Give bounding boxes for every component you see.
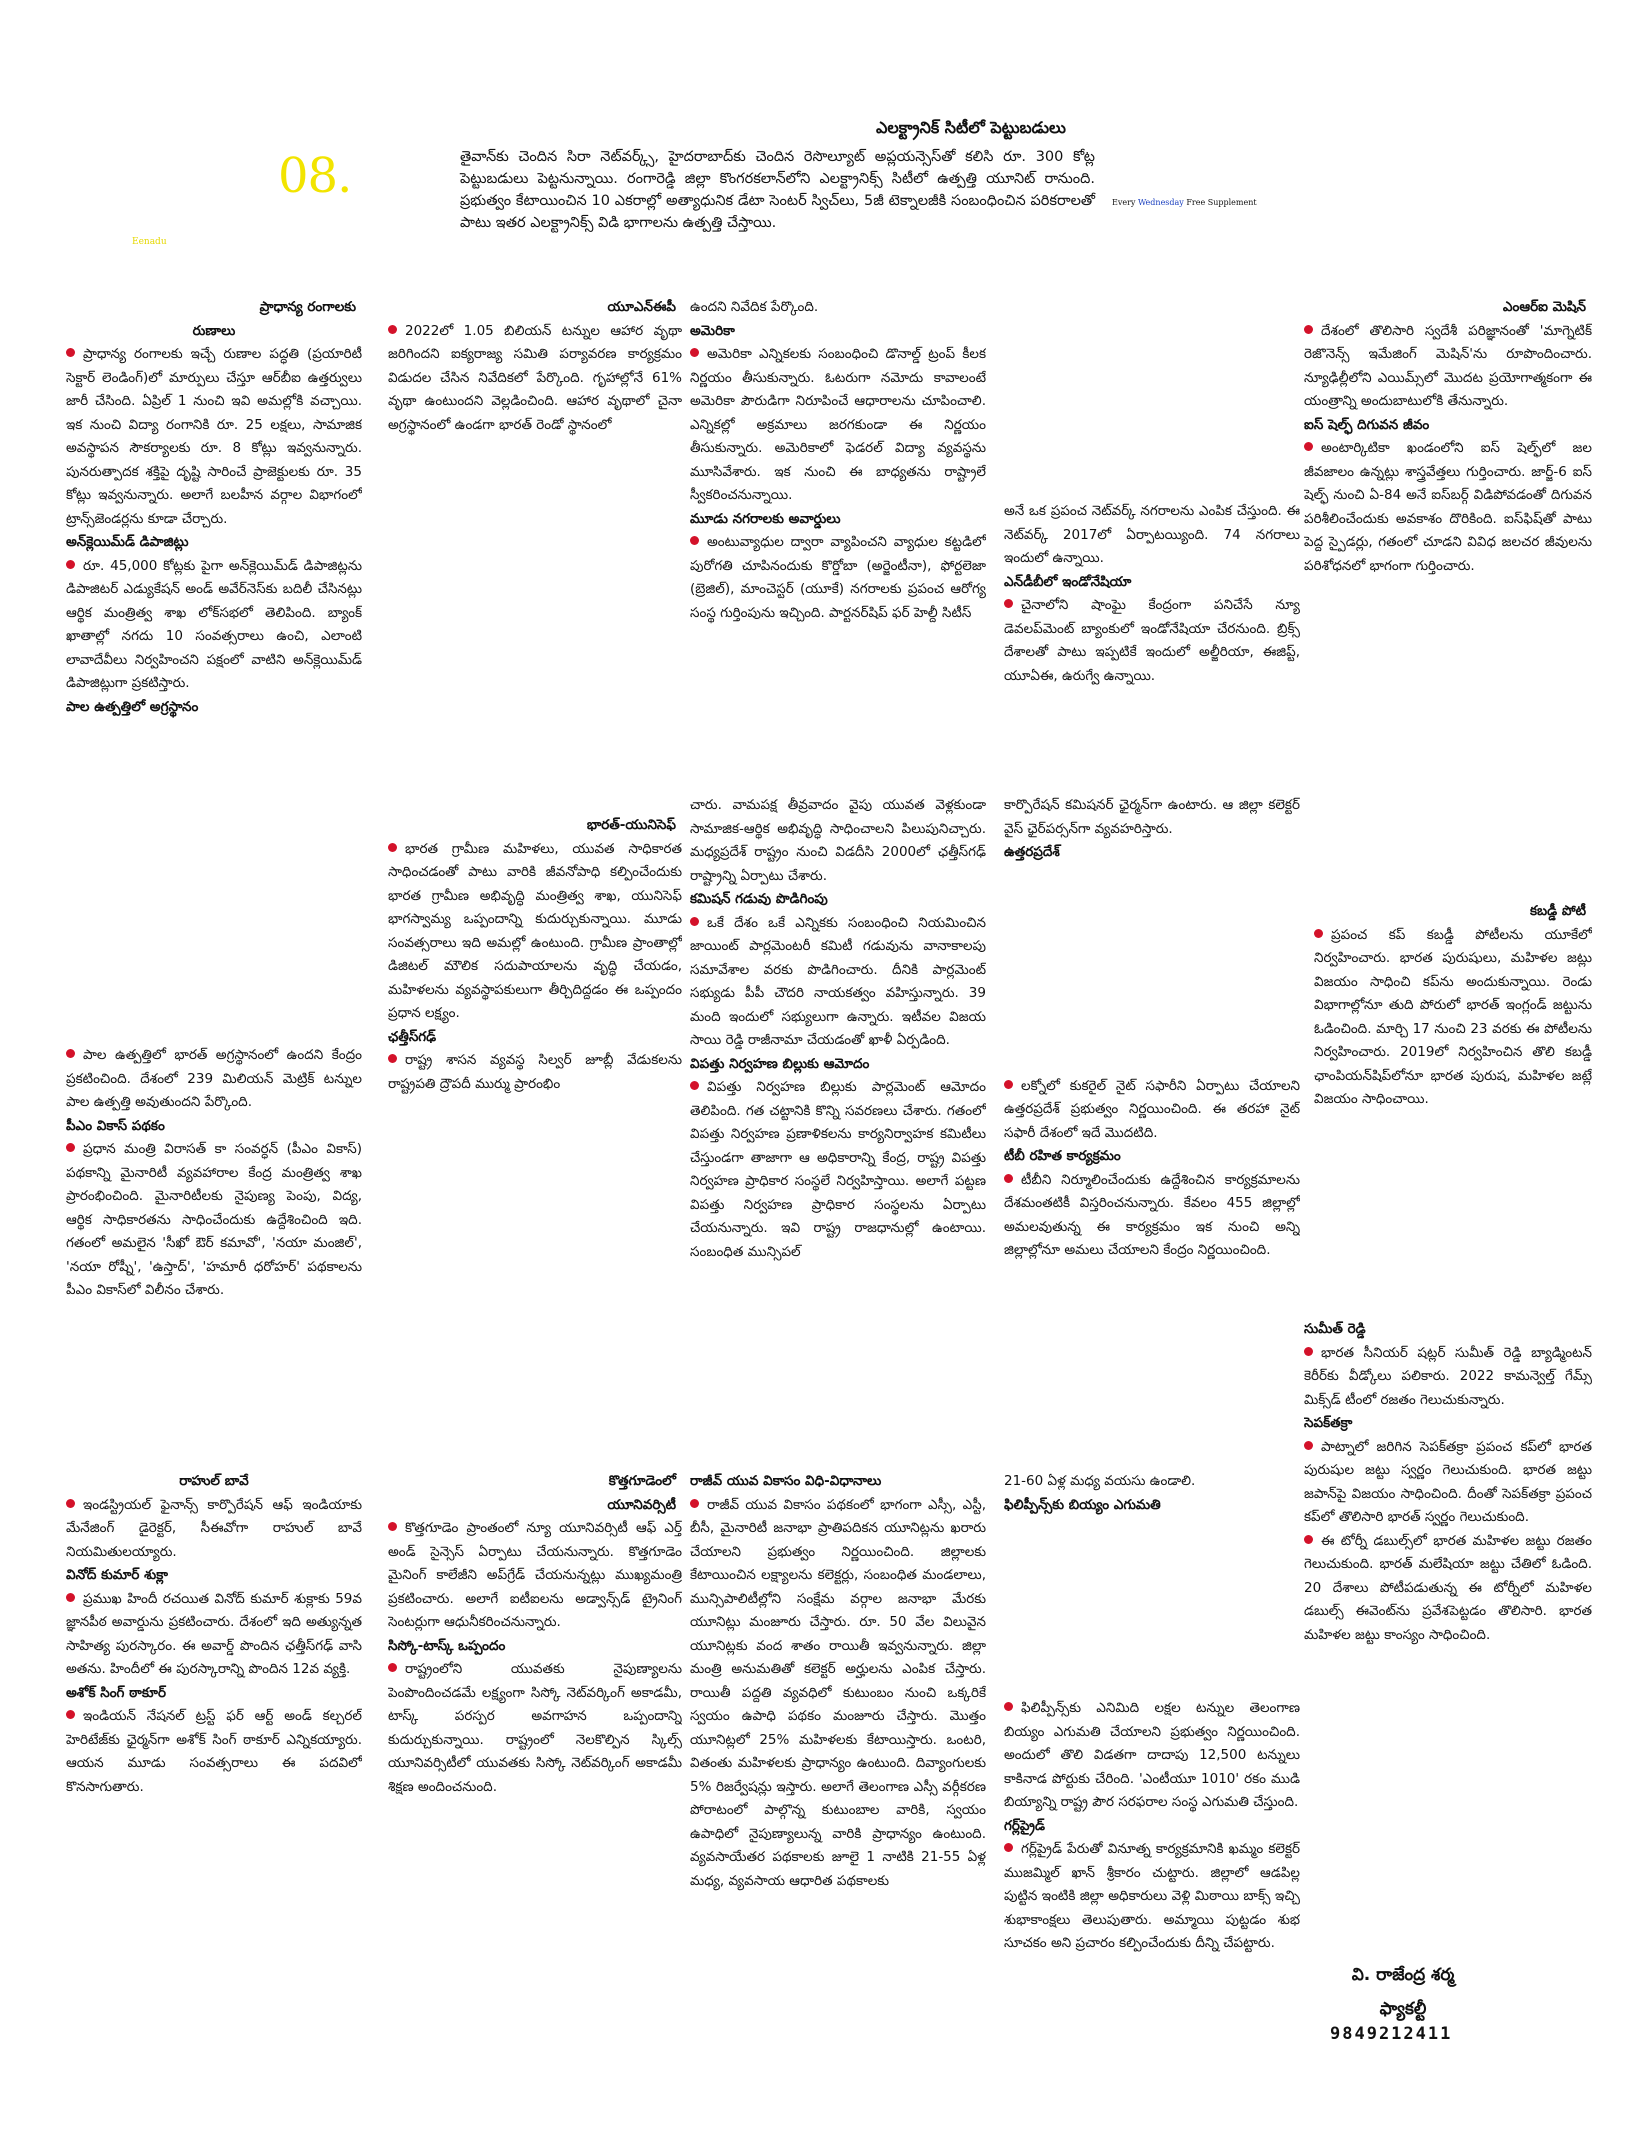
bullet-icon — [388, 1054, 397, 1063]
col2-mid — [388, 814, 682, 1214]
heading: కొత్తగూడెంలో — [608, 1473, 676, 1489]
bullet-icon — [1304, 325, 1313, 334]
article-body: కొత్తగూడెం ప్రాంతంలో న్యూ యూనివర్సిటీ ఆఫ్ ఎర్త్ అండ్ సైన్సెస్ ఏర్పాటు చేయనున్నారు. కొత్తగూడెం మైనింగ్ కాలేజీని అప్‌గ్రేడ్ చేయనున్నట్లు ముఖ్యమంత్రి ప్రకటించారు. అలాగే ఐటీఐలను అడ్వాన్స్‌డ్ ట్రైనింగ్ సెంటర్లుగా ఆధునీకరించనున్నారు. — [388, 1520, 682, 1630]
heading: రాజీవ్ యువ వికాసం విధి-విధానాలు — [690, 1473, 882, 1489]
supplement-pre: Every — [1112, 198, 1138, 207]
article-body: ఒకే దేశం ఒకే ఎన్నికకు సంబంధించి నియమించిన జాయింట్ పార్లమెంటరీ కమిటీ గడువును వానాకాలపు సమావేశాల వరకు పొడిగించారు. దీనికి పార్లమెంట్ సభ్యుడు పీపీ చౌదరి నాయకత్వం వహిస్తున్నారు. 39 మంది ఇందులో సభ్యులుగా ఉన్నారు. ఇటీవల విజయ సాయి రెడ్డి రాజీనామా చేయడంతో ఖాళీ ఏర్పడింది. — [690, 914, 986, 1048]
author-role: ఫ్యాకల్టీ — [1379, 1999, 1427, 2019]
article-body: 21-60 ఏళ్ల మధ్య వయసు ఉండాలి. — [1004, 1473, 1196, 1489]
heading: కమిషన్ గడువు పొడిగింపు — [690, 891, 828, 907]
heading: యూనివర్సిటీ — [607, 1496, 676, 1513]
heading: మూడు నగరాలకు అవార్డులు — [690, 510, 841, 527]
bullet-icon — [66, 1710, 75, 1719]
article-body: చైనాలోని షాంఘై కేంద్రంగా పనిచేసే న్యూ డెవలప్‌మెంట్ బ్యాంకులో ఇండోనేషియా చేరనుంది. బ్రిక్స్ దేశాలతో పాటు ఇప్పటికే ఇందులో అల్జీరియా, ఈజిప్ట్, యూఏఈ, ఉరుగ్వే ఉన్నాయి. — [1004, 597, 1300, 684]
col2-top — [388, 296, 682, 516]
article-body: అంటువ్యాధుల ద్వారా వ్యాపించని వ్యాధుల కట్టడిలో పురోగతి చూపినందుకు కొర్డోబా (అర్జెంటీనా), ఫోర్టలెజా (బ్రెజిల్), మాంచెస్టర్ (యూకే) నగరాలకు ప్రపంచ ఆరోగ్య సంస్థ గుర్తింపును ఇచ్చింది. పార్టనర్‌షిప్ ఫర్ హెల్దీ సిటీస్ — [690, 534, 986, 621]
bullet-icon — [690, 1081, 699, 1090]
col4-mid — [1004, 794, 1300, 1414]
bullet-icon — [388, 1663, 397, 1672]
lead-title: ఎలక్ట్రానిక్ సిటీలో పెట్టుబడులు — [876, 118, 1066, 137]
col3-mid — [690, 794, 986, 1444]
article-body: విపత్తు నిర్వహణ బిల్లుకు పార్లమెంట్ ఆమోదం తెలిపింది. గత చట్టానికి కొన్ని సవరణలు చేశారు. గతంలో విపత్తు నిర్వహణ ప్రణాళికలను కార్యనిర్వాహక కమిటీలు చేస్తుండగా తాజాగా ఆ అధికారాన్ని కేంద్ర, రాష్ట్ర విపత్తు నిర్వహణ ప్రాధికార సంస్థలే నిర్వహిస్తాయి. అలాగే పట్టణ విపత్తు నిర్వహణ ప్రాధికార సంస్థలను ఏర్పాటు చేయనున్నారు. ఇవి రాష్ట్ర రాజధానుల్లో ఉంటాయి. సంబంధిత మున్సిపల్ — [690, 1079, 986, 1260]
bullet-icon — [66, 1593, 75, 1602]
bullet-icon — [66, 1049, 75, 1058]
heading: టీబీ రహిత కార్యక్రమం — [1004, 1148, 1121, 1164]
heading: రుణాలు — [192, 322, 236, 339]
bullet-icon — [1004, 1702, 1013, 1711]
author-name: వి. రాజేంద్ర శర్మ — [1351, 1965, 1455, 1985]
bullet-icon — [388, 843, 397, 852]
article-body: ప్రపంచ కప్ కబడ్డీ పోటీలను యూకేలో నిర్వహించారు. భారత పురుషులు, మహిళల జట్లు విజయం సాధించి కప్‌ను అందుకున్నాయి. రెండు విభాగాల్లోనూ తుది పోరులో భారత్ ఇంగ్లండ్ జట్టును ఓడించింది. మార్చి 17 నుంచి 23 వరకు ఈ పోటీలను నిర్వహించారు. 2019లో నిర్వహించిన తొలి కబడ్డీ ఛాంపియన్‌షిప్‌లోనూ భారత పురుష, మహిళల జట్లే విజయం సాధించాయి. — [1314, 926, 1592, 1107]
heading: విపత్తు నిర్వహణ బిల్లుకు ఆమోదం — [690, 1055, 870, 1072]
heading: ఎన్‌డీబీలో ఇండోనేషియా — [1004, 573, 1132, 590]
article-body: అంటార్కిటికా ఖండంలోని ఐస్ షెల్ఫ్‌లో జల జీవజాలం ఉన్నట్లు శాస్త్రవేత్తలు గుర్తించారు. జార్జ్-6 ఐస్ షెల్ఫ్ నుంచి ఏ-84 అనే ఐస్‌బర్గ్ విడిపోవడంతో దిగువన పరిశీలించేందుకు అవకాశం దొరికింది. ఐస్‌ఫిష్‌తో పాటు పెద్ద స్పైడర్లు, గతంలో చూడని వివిధ జలచర జీవులను పరిశోధనలో భాగంగా గుర్తించారు. — [1304, 440, 1592, 574]
supplement-day: Wednesday — [1137, 198, 1184, 207]
bullet-icon — [66, 1499, 75, 1508]
article-body: రూ. 45,000 కోట్లకు పైగా అన్‌క్లెయిమ్‌డ్ డిపాజిట్లను డిపాజిటర్ ఎడ్యుకేషన్ అండ్ అవేర్‌నెస్‌కు బదిలీ చేసినట్లు ఆర్థిక మంత్రిత్వ శాఖ లోక్‌సభలో తెలిపింది. బ్యాంక్ ఖాతాల్లో నగదు 10 సంవత్సరాలు ఉంచి, ఎలాంటి లావాదేవీలు నిర్వహించని పక్షంలో వాటిని అన్‌క్లెయిమ్‌డ్ డిపాజిట్లుగా ప్రకటిస్తారు. — [66, 557, 362, 691]
article-body: ఉందని నివేదిక పేర్కొంది. — [690, 299, 819, 315]
article-body: భారత గ్రామీణ మహిళలు, యువత సాధికారత సాధించడంతో పాటు వారికి జీవనోపాధి కల్పించేందుకు భారత గ్రామీణ అభివృద్ధి మంత్రిత్వ శాఖ, యునిసెఫ్ భాగస్వామ్య ఒప్పందాన్ని కుదుర్చుకున్నాయి. మూడు సంవత్సరాలు ఇది అమల్లో ఉంటుంది. గ్రామీణ ప్రాంతాల్లో డిజిటల్ మౌలిక సదుపాయాలను వృద్ధి చేయడం, మహిళలను వ్యవస్థాపకులుగా తీర్చిదిద్దడం ఈ ఒప్పందం ప్రధాన లక్ష్యం. — [388, 840, 682, 1021]
article-body: ప్రముఖ హిందీ రచయిత వినోద్ కుమార్ శుక్లాకు 59వ జ్ఞానపీఠ అవార్డును ప్రకటించారు. దేశంలో ఇది అత్యున్నత సాహిత్య పురస్కారం. ఈ అవార్డ్ పొందిన ఛత్తీస్‌గఢ్ వాసి అతను. హిందీలో ఈ పురస్కారాన్ని పొందిన 12వ వ్యక్తి. — [66, 1590, 362, 1677]
bullet-icon — [1004, 1174, 1013, 1183]
bullet-icon — [1004, 599, 1013, 608]
col3-bot — [690, 1470, 986, 2054]
bullet-icon — [1304, 1347, 1313, 1356]
article-body: లక్నోలో కుకరైల్ నైట్ సఫారీని ఏర్పాటు చేయాలని ఉత్తరప్రదేశ్ ప్రభుత్వం నిర్ణయించింది. ఈ తరహా నైట్ సఫారీ దేశంలో ఇదే మొదటిది. — [1004, 1077, 1300, 1141]
heading: సుమీత్ రెడ్డి — [1304, 1321, 1366, 1337]
heading: గర్ల్‌ప్రైడ్ — [1004, 1817, 1045, 1834]
article-body: టీబీని నిర్మూలించేందుకు ఉద్దేశించిన కార్యక్రమాలను దేశమంతటికీ విస్తరించనున్నారు. కేవలం 455 జిల్లాల్లో అమలవుతున్న ఈ కార్యక్రమం ఇక నుంచి అన్ని జిల్లాల్లోనూ అమలు చేయాలని కేంద్రం నిర్ణయించింది. — [1004, 1171, 1300, 1258]
heading: అశోక్ సింగ్ ఠాకూర్ — [66, 1684, 166, 1701]
col2-bot — [388, 1470, 682, 1950]
col1-mid — [66, 1044, 362, 1444]
bullet-icon — [66, 560, 75, 569]
article-body: పాల ఉత్పత్తిలో భారత్ అగ్రస్థానంలో ఉందని కేంద్రం ప్రకటించింది. దేశంలో 239 మిలియన్ మెట్రిక్ టన్నుల పాల ఉత్పత్తి అవుతుందని పేర్కొంది. — [66, 1047, 362, 1110]
article-body: రాజీవ్ యువ వికాసం పథకంలో భాగంగా ఎస్సీ, ఎస్టీ, బీసీ, మైనారిటీ జనాభా ప్రాతిపదికన యూనిట్లను ఖరారు చేయాలని ప్రభుత్వం నిర్ణయించింది. జిల్లాలకు కేటాయించిన లక్ష్యాలను కలెక్టర్లు, సంబంధిత మండలాలు, మున్సిపాలిటీల్లోని సంక్షేమ వర్గాల జనాభా మేరకు యూనిట్లు మంజూరు చేస్తారు. రూ. 50 వేల విలువైన యూనిట్లకు వంద శాతం రాయితీ ఇవ్వనున్నారు. జిల్లా మంత్రి అనుమతితో కలెక్టర్ అర్హులను ఎంపిక చేస్తారు. రాయితీ పద్దతి వ్యవధిలో కుటుంబం నుంచి ఒక్కరికే స్వయం ఉపాధి పథకం మంజూరు చేస్తారు. మొత్తం యూనిట్లలో 25% మహిళలకు కేటాయిస్తారు. ఒంటరి, వితంతు మహిళలకు ప్రాధాన్యం ఉంటుంది. దివ్యాంగులకు 5% రిజర్వేషన్లు ఇస్తారు. అలాగే తెలంగాణ ఎస్సీ వర్గీకరణ పోరాటంలో పాల్గొన్న కుటుంబాల వారికి, స్వయం ఉపాధిలో నైపుణ్యాలున్న వారికి ప్రాధాన్యం ఉంటుంది. వ్యవసాయేతర పథకాలకు జూలై 1 నాటికి 21-55 ఏళ్ల మధ్య, వ్యవసాయ ఆధారిత పథకాలకు — [690, 1496, 986, 1889]
heading: వినోద్ కుమార్ శుక్లా — [66, 1567, 168, 1583]
heading: సిస్కో-టాస్క్ ఒప్పందం — [388, 1637, 506, 1654]
heading: యూఎన్ఈపీ — [607, 299, 676, 315]
page-number: 08. — [278, 148, 352, 204]
col1-bot — [66, 1470, 362, 1990]
col3-top — [690, 296, 986, 772]
article-body: అమెరికా ఎన్నికలకు సంబంధించి డొనాల్డ్ ట్రంప్ కీలక నిర్ణయం తీసుకున్నారు. ఓటరుగా నమోదు కావాలంటే అమెరికా పౌరుడిగా నిరూపించే ఆధారాలను చూపించాలి. ఎన్నికల్లో అక్రమాలు జరగకుండా ఈ నిర్ణయం తీసుకున్నారు. అమెరికాలో ఫెడరల్ విద్యా వ్యవస్థను మూసివేశారు. ఇక నుంచి ఈ బాధ్యతను రాష్ట్రాలే స్వీకరించనున్నాయి. — [690, 346, 986, 503]
article-body: అనే ఒక ప్రపంచ నెట్‌వర్క్ నగరాలను ఎంపిక చేస్తుంది. ఈ నెట్‌వర్క్ 2017లో ఏర్పాటయ్యింది. 74 నగరాలు ఇందులో ఉన్నాయి. — [1004, 503, 1300, 566]
bullet-icon — [1314, 929, 1323, 938]
col1-top — [66, 296, 362, 842]
col5-bot — [1304, 1318, 1592, 1878]
heading: ఎంఆర్ఐ మెషిన్ — [1502, 299, 1586, 315]
heading: ప్రాధాన్య రంగాలకు — [259, 299, 356, 315]
col4-top — [1004, 500, 1300, 790]
heading: కబడ్డీ పోటీ — [1529, 903, 1586, 919]
heading: భారత్-యునిసెఫ్ — [586, 817, 676, 833]
heading: ఫిలిప్పీన్స్‌కు బియ్యం ఎగుమతి — [1004, 1496, 1161, 1513]
col4-bot — [1004, 1470, 1300, 2050]
article-body: ప్రధాన మంత్రి విరాసత్ కా సంవర్ధన్ (పీఎం వికాస్) పథకాన్ని మైనారిటీ వ్యవహారాల కేంద్ర మంత్రిత్వ శాఖ ప్రారంభించింది. మైనారిటీలకు నైపుణ్య పెంపు, విద్య, ఆర్థిక సాధికారతను సాధించేందుకు ఉద్దేశించింది ఇది. గతంలో అమలైన 'సీఖో ఔర్ కమావో', 'నయా మంజిల్', 'నయా రోష్నీ', 'ఉస్తాద్', 'హమారీ ధరోహర్' పథకాలను పీఎం వికాస్‌లో విలీనం చేశారు. — [66, 1141, 362, 1298]
col5-mid — [1314, 900, 1592, 1190]
heading: సెపక్‌తక్రా — [1304, 1415, 1353, 1431]
supplement-post: Free Supplement — [1183, 198, 1257, 207]
bullet-icon — [1004, 1080, 1013, 1089]
supplement-label — [1112, 198, 1257, 207]
bullet-icon — [690, 917, 699, 926]
article-body: ఫిలిప్పీన్స్‌కు ఎనిమిది లక్షల టన్నుల తెలంగాణ బియ్యం ఎగుమతి చేయాలని ప్రభుత్వం నిర్ణయించింది. అందులో తొలి విడతగా దాదాపు 12,500 టన్నులు కాకినాడ పోర్టుకు చేరింది. 'ఎంటీయూ 1010' రకం ముడి బియ్యాన్ని రాష్ట్ర పౌర సరఫరాల సంస్థ ఎగుమతి చేస్తుంది. — [1004, 1700, 1300, 1810]
heading: రాహుల్ బావే — [179, 1473, 249, 1489]
bullet-icon — [1304, 442, 1313, 451]
bullet-icon — [388, 1522, 397, 1531]
heading: పాల ఉత్పత్తిలో అగ్రస్థానం — [66, 698, 199, 715]
heading: అమెరికా — [690, 322, 735, 339]
article-body: రాష్ట్రంలోని యువతకు నైపుణ్యాలను పెంపొందించడమే లక్ష్యంగా సిస్కో నెట్‌వర్కింగ్ అకాడమీ, టాస్క్ పరస్పర అవగాహన ఒప్పందాన్ని కుదుర్చుకున్నాయి. రాష్ట్రంలో నెలకొల్పిన స్కిల్స్ యూనివర్సిటీలో యువతకు సిస్కో నెట్‌వర్కింగ్ అకాడమీ శిక్షణ అందించనుంది. — [388, 1661, 682, 1795]
bullet-icon — [388, 325, 397, 334]
article-body: గర్ల్‌ప్రైడ్ పేరుతో వినూత్న కార్యక్రమానికి ఖమ్మం కలెక్టర్ ముజమ్మిల్ ఖాన్ శ్రీకారం చుట్టారు. జిల్లాలో ఆడపిల్ల పుట్టిన ఇంటికి జిల్లా అధికారులు వెళ్లి మిఠాయి బాక్స్ ఇచ్చి శుభాకాంక్షలు తెలుపుతారు. అమ్మాయి పుట్టడం శుభ సూచకం అని ప్రచారం కల్పించేందుకు దీన్ని చేపట్టారు. — [1004, 1841, 1300, 1951]
bullet-icon — [66, 1143, 75, 1152]
bullet-icon — [66, 348, 75, 357]
lead-body: తైవాన్‌కు చెందిన సిరా నెట్‌వర్క్స్, హైదరాబాద్‌కు చెందిన రెసొల్యూట్ అప్లయన్సెస్‌తో కలిసి రూ. 300 కోట్ల పెట్టుబడులు పెట్టనున్నాయి. రంగారెడ్డి జిల్లా కొంగరకలాన్‌లోని ఎలక్ట్రానిక్స్ సిటీలో ఉత్పత్తి యూనిట్ రానుంది. ప్రభుత్వం కేటాయించిన 10 ఎకరాల్లో అత్యాధునిక డేటా సెంటర్ స్విచ్‌లు, 5జీ టెక్నాలజీకి సంబంధించిన పరికరాలతో పాటు ఇతర ఎలక్ట్రానిక్స్ విడి భాగాలను ఉత్పత్తి చేస్తాయి. — [460, 149, 1095, 231]
article-body: రాష్ట్ర శాసన వ్యవస్థ సిల్వర్ జూబ్లీ వేడుకలను రాష్ట్రపతి ద్రౌపదీ ముర్ము ప్రారంభిం — [388, 1052, 682, 1092]
bullet-icon — [1004, 1843, 1013, 1852]
heading: ఉత్తరప్రదేశ్ — [1004, 844, 1060, 860]
bullet-icon — [1304, 1441, 1313, 1450]
article-body: ఇండస్ట్రియల్ ఫైనాన్స్ కార్పొరేషన్ ఆఫ్ ఇండియాకు మేనేజింగ్ డైరెక్టర్, సీఈవోగా రాహుల్ బావే నియమితులయ్యారు. — [66, 1496, 362, 1560]
bullet-icon — [690, 348, 699, 357]
bullet-icon — [1304, 1535, 1313, 1544]
col5-top — [1304, 296, 1592, 696]
page-footer-label: Eenadu — [132, 237, 167, 247]
bullet-icon — [690, 536, 699, 545]
bullet-icon — [690, 1499, 699, 1508]
author-phone: 9849212411 — [1330, 2024, 1453, 2044]
author-signature — [1328, 1958, 1478, 2026]
article-body: ఈ టోర్నీ డబుల్స్‌లో భారత మహిళల జట్టు రజతం గెలుచుకుంది. భారత్ మలేషియా జట్టు చేతిలో ఓడింది. 20 దేశాలు పోటీపడుతున్న ఈ టోర్నీలో మహిళల డబుల్స్ ఈవెంట్‌ను ప్రవేశపెట్టడం తొలిసారి. భారత మహిళల జట్టు కాంస్యం సాధించింది. — [1304, 1532, 1592, 1643]
article-body: ప్రాధాన్య రంగాలకు ఇచ్చే రుణాల పద్ధతి (ప్రయారిటీ సెక్టార్ లెండింగ్)లో మార్పులు చేస్తూ ఆర్‌బీఐ ఉత్తర్వులు జారీ చేసింది. ఏప్రిల్ 1 నుంచి ఇవి అమల్లోకి వచ్చాయి. ఇక నుంచి విద్యా రంగానికి రూ. 25 లక్షలు, సామాజిక అవస్థాపన సౌకర్యాలకు రూ. 8 కోట్లు ఇవ్వనున్నారు. పునరుత్పాదక శక్తిపై దృష్టి సారించే ప్రాజెక్టులకు రూ. 35 కోట్లు ఇవ్వనున్నారు. అలాగే బలహీన వర్గాల విభాగంలో ట్రాన్స్‌జెండర్లను కూడా చేర్చారు. — [66, 346, 362, 527]
heading: అన్‌క్లెయిమ్‌డ్ డిపాజిట్లు — [66, 534, 189, 550]
heading: ఐస్ షెల్ఫ్ దిగువన జీవం — [1304, 416, 1430, 433]
article-body: 2022లో 1.05 బిలియన్ టన్నుల ఆహార వృథా జరిగిందని ఐక్యరాజ్య సమితి పర్యావరణ కార్యక్రమం విడుదల చేసిన నివేదికలో పేర్కొంది. గృహాల్లోనే 61% వృథా ఉంటుందని వెల్లడించింది. ఆహార వృథాలో చైనా అగ్రస్థానంలో ఉండగా భారత్ రెండో స్థానంలో — [388, 322, 682, 433]
heading: ఛత్తీస్‌గఢ్ — [388, 1028, 437, 1045]
article-body: భారత సీనియర్ షట్లర్ సుమీత్ రెడ్డి బ్యాడ్మింటన్ కెరీర్‌కు వీడ్కోలు పలికారు. 2022 కామన్వెల్త్ గేమ్స్ మిక్స్‌డ్ టీంలో రజతం గెలుచుకున్నారు. — [1304, 1344, 1592, 1408]
article-body: పాట్నాలో జరిగిన సెపక్‌తక్రా ప్రపంచ కప్‌లో భారత పురుషుల జట్టు స్వర్ణం గెలుచుకుంది. భారత జట్టు జపాన్‌పై విజయం సాధించింది. దీంతో సెపక్‌తక్రా ప్రపంచ కప్‌లో తొలిసారి భారత్ స్వర్ణం గెలుచుకుంది. — [1304, 1438, 1592, 1525]
heading: పీఎం వికాస్ పథకం — [66, 1117, 165, 1134]
article-body: ఇండియన్ నేషనల్ ట్రస్ట్ ఫర్ ఆర్ట్ అండ్ కల్చరల్ హెరిటేజ్‌కు ఛైర్మన్‌గా అశోక్ సింగ్ ఠాకూర్ ఎన్నికయ్యారు. ఆయన మూడు సంవత్సరాలు ఈ పదవిలో కొనసాగుతారు. — [66, 1708, 362, 1795]
article-body: దేశంలో తొలిసారి స్వదేశీ పరిజ్ఞానంతో 'మాగ్నెటిక్ రెజొనెన్స్ ఇమేజింగ్ మెషిన్'ను రూపొందించారు. న్యూఢిల్లీలోని ఎయిమ్స్‌లో మొదట ప్రయోగాత్మకంగా ఈ యంత్రాన్ని అందుబాటులోకి తేనున్నారు. — [1304, 322, 1592, 409]
article-body: కార్పొరేషన్ కమిషనర్ ఛైర్మన్‌గా ఉంటారు. ఆ జిల్లా కలెక్టర్ వైస్ ఛైర్‌పర్సన్‌గా వ్యవహరిస్తారు. — [1004, 797, 1300, 837]
article-body: చారు. వామపక్ష తీవ్రవాదం వైపు యువత వెళ్లకుండా సామాజిక-ఆర్థిక అభివృద్ధి సాధించాలని పిలుపునిచ్చారు. మధ్యప్రదేశ్ రాష్ట్రం నుంచి విడదీసి 2000లో ఛత్తీస్‌గఢ్ రాష్ట్రాన్ని ఏర్పాటు చేశారు. — [690, 797, 986, 884]
